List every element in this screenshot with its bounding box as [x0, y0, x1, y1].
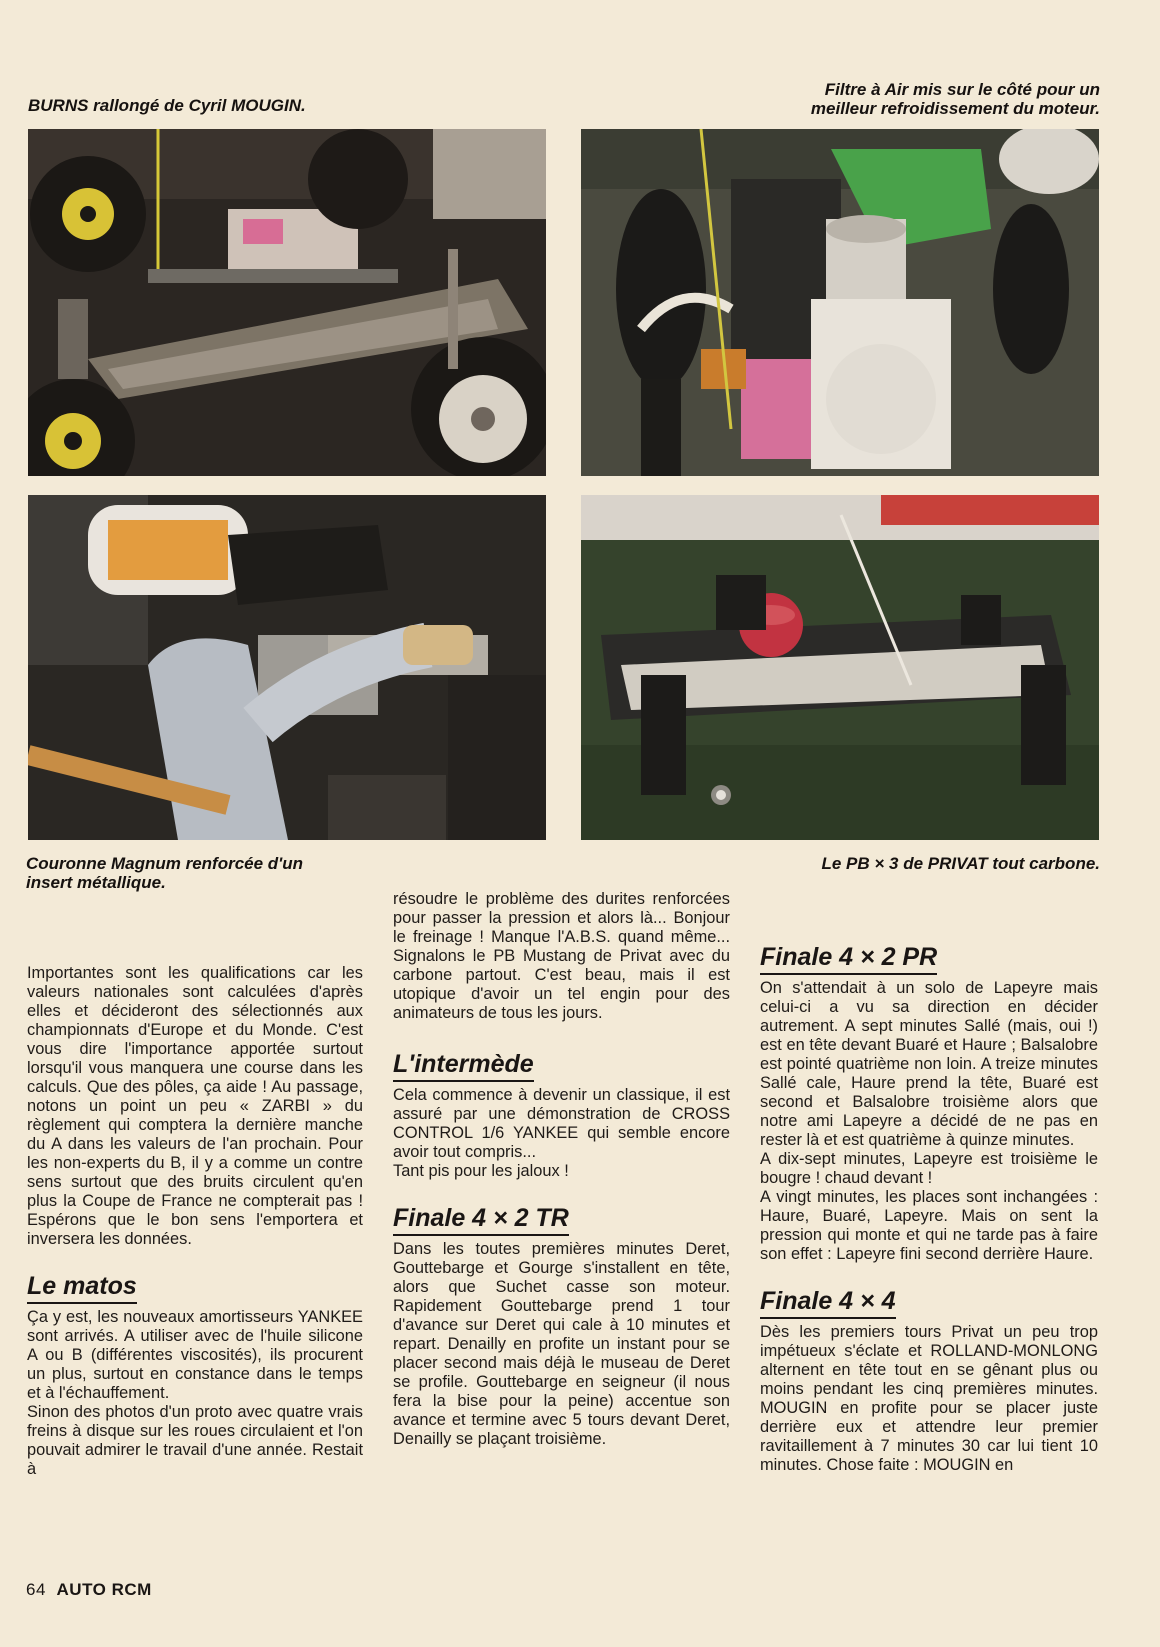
- matos-paragraph-2: Sinon des photos d'un proto avec quatre vrais freins à disque sur les roues circulaient et l'on pouvait admirer le travail d'une année. Restait à: [27, 1403, 363, 1478]
- caption-photo-1: BURNS rallongé de Cyril MOUGIN.: [28, 96, 306, 115]
- page-number: 64: [26, 1580, 46, 1599]
- article-column-1: [27, 964, 363, 1479]
- finale-pr-paragraph-2: A dix-sept minutes, Lapeyre est troisième le bougre ! chaud devant !: [760, 1150, 1098, 1187]
- col2-paragraph-1: résoudre le problème des durites renforcées pour passer la pression et alors là... Bonjour le freinage ! Manque l'A.B.S. quand même... Signalons le PB Mustang de Privat avec du carbone partout. C'est beau, mais il est utopique d'avoir un tel engin pour des animateurs de tous les jours.: [393, 890, 730, 1022]
- caption-photo-2-line-1: Filtre à Air mis sur le côté pour un: [824, 80, 1100, 99]
- finale-4x4-paragraph: Dès les premiers tours Privat un peu trop impétueux s'éclate et ROLLAND-MONLONG alternent en tête tout en se gênant plus ou moins pendant les cinq premières minutes. MOUGIN en profite pour se placer juste derrière eux et attendre leur premier ravitaillement à 7 minutes 30 car lui tient 10 minutes. Chose faite : MOUGIN en: [760, 1323, 1098, 1474]
- article-column-3: [760, 942, 1098, 1475]
- caption-photo-4: Le PB × 3 de PRIVAT tout carbone.: [821, 854, 1100, 873]
- caption-photo-3: [26, 854, 303, 892]
- section-heading-finale-4x4: [760, 1286, 1098, 1319]
- caption-photo-2-line-2: meilleur refroidissement du moteur.: [810, 99, 1100, 118]
- section-heading-intermede: [393, 1049, 730, 1082]
- intro-paragraph: Importantes sont les qualifications car les valeurs nationales sont calculées d'après elles et décideront des sélectionnés aux championnats d'Europe et du Monde. C'est vous dire l'importance apportée surtout lorsqu'il vous manquera une course dans les calculs. Que des pôles, ça aide ! Au passage, notons un point un peu « ZARBI » du règlement qui comptera la dernière manche du A dans les valeurs de l'an prochain. Pour les non-experts du B, il y a comme un contre sens surtout que des bruits circulent qu'en plus la Coupe de France ne compterait pas ! Espérons que le bon sens l'emportera et inversera les données.: [27, 964, 363, 1248]
- section-heading-le-matos: [27, 1271, 363, 1304]
- section-heading-finale-4x2-pr: [760, 942, 1098, 975]
- photo-magnum-crown: [28, 495, 546, 840]
- caption-photo-3-line-1: Couronne Magnum renforcée d'un: [26, 854, 303, 873]
- heading-text: Le matos: [27, 1271, 137, 1304]
- photo-pb3-carbon: [581, 495, 1099, 840]
- page-footer: [26, 1580, 152, 1600]
- intermede-paragraph: Cela commence à devenir un classique, il est assuré par une démonstration de CROSS CONTROL 1/6 YANKEE qui semble encore avoir tout compris...: [393, 1086, 730, 1161]
- finale-tr-paragraph: Dans les toutes premières minutes Deret, Gouttebarge et Gourge s'installent en tête, alors que Suchet casse son moteur. Rapidement Gouttebarge prend 1 tour d'avance sur Deret qui cale à 10 minutes et repart. Denailly en profite un instant pour se placer second mais déjà le museau de Deret se profile. Gouttebarge en seigneur (il nous fera la bise pour la peine) accentue son avance et termine avec 5 tours devant Deret, Denailly se plaçant troisième.: [393, 1240, 730, 1448]
- photo-burns-chassis: [28, 129, 546, 476]
- heading-text: Finale 4 × 4: [760, 1286, 896, 1319]
- caption-photo-3-line-2: insert métallique.: [26, 873, 166, 892]
- intermede-paragraph-2: Tant pis pour les jaloux !: [393, 1162, 569, 1180]
- finale-pr-paragraph-3: A vingt minutes, les places sont inchangées : Haure, Buaré, Lapeyre. Mais on sent la pression qui monte et qui ne tarde pas à faire son effet : Lapeyre fini second derrière Haure.: [760, 1188, 1098, 1263]
- magazine-name: AUTO RCM: [56, 1580, 152, 1599]
- section-heading-finale-4x2-tr: [393, 1203, 730, 1236]
- matos-paragraph-1: Ça y est, les nouveaux amortisseurs YANKEE sont arrivés. A utiliser avec de l'huile silicone A ou B (différentes viscosités), ils procurent un plus, surtout en constance dans le temps et à l'échauffement.: [27, 1308, 363, 1402]
- heading-text: Finale 4 × 2 PR: [760, 942, 937, 975]
- finale-pr-paragraph-1: On s'attendait à un solo de Lapeyre mais celui-ci a vu sa direction en décider autrement. A sept minutes Sallé (mais, oui !) est en tête devant Buaré et Haure ; Balsalobre est pointé quatrième non loin. A treize minutes Sallé cale, Haure prend la tête, Buaré est second et Balsalobre troisième alors que notre ami Lapeyre a décidé de ne pas en rester là et est quatrième à quinze minutes.: [760, 979, 1098, 1149]
- photo-air-filter-engine: [581, 129, 1099, 476]
- caption-photo-2: [811, 80, 1100, 118]
- article-column-2: [393, 890, 730, 1449]
- heading-text: Finale 4 × 2 TR: [393, 1203, 569, 1236]
- heading-text: L'intermède: [393, 1049, 534, 1082]
